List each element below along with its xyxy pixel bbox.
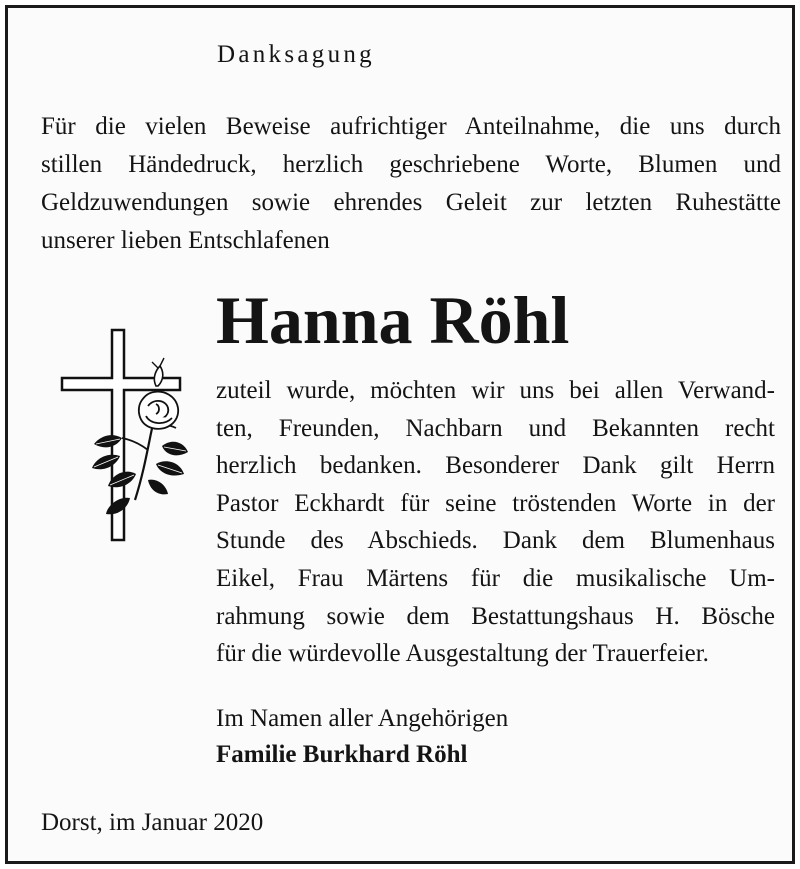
body-line: ten, Freunden, Nachbarn und Bekannten recht bbox=[216, 414, 775, 442]
body-line: Eikel, Frau Märtens für die musikalische Um- bbox=[216, 564, 775, 592]
body-line: für die würdevolle Ausgestaltung der Trauerfeier. bbox=[216, 640, 709, 668]
obituary-notice bbox=[5, 5, 795, 864]
body-line: Pastor Eckhardt für seine tröstenden Worte in der bbox=[216, 489, 775, 517]
place-and-date: Dorst, im Januar 2020 bbox=[41, 809, 264, 836]
intro-line: stillen Händedruck, herzlich geschriebene Worte, Blumen und bbox=[41, 151, 781, 178]
notice-heading: Danksagung bbox=[217, 41, 375, 68]
body-line: herzlich bedanken. Besonderer Dank gilt Herrn bbox=[216, 452, 775, 480]
intro-paragraph bbox=[41, 108, 781, 260]
body-line: Stunde des Abschieds. Dank dem Blumenhaus bbox=[216, 527, 775, 555]
deceased-name: Hanna Röhl bbox=[216, 282, 570, 358]
intro-line: Geldzuwendungen sowie ehrendes Geleit zur letzten Ruhestätte bbox=[41, 189, 781, 216]
body-line: zuteil wurde, möchten wir uns bei allen Verwand- bbox=[216, 377, 775, 404]
intro-line: unserer lieben Entschlafenen bbox=[41, 227, 330, 254]
closing-line: Im Namen aller Angehörigen bbox=[216, 705, 509, 732]
cross-with-rose-icon bbox=[60, 328, 190, 543]
family-signature: Familie Burkhard Röhl bbox=[216, 741, 468, 768]
intro-line: Für die vielen Beweise aufrichtiger Anteilnahme, die uns durch bbox=[41, 113, 781, 140]
body-paragraph bbox=[216, 372, 775, 673]
body-line: rahmung sowie dem Bestattungshaus H. Bösche bbox=[216, 602, 775, 630]
